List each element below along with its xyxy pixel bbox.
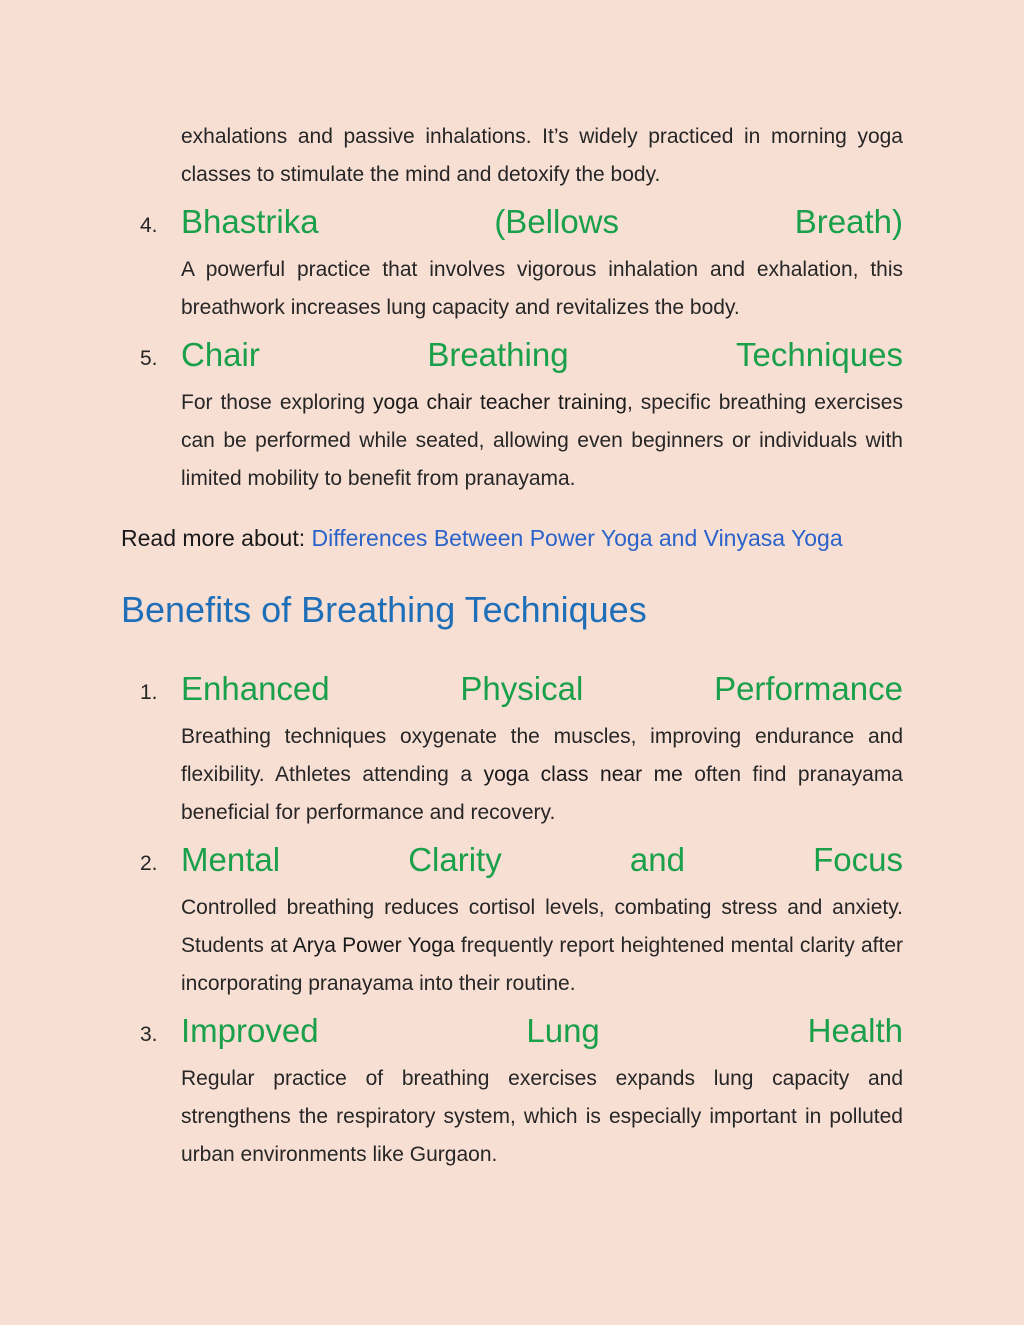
heading-word: Performance — [714, 670, 903, 707]
list-number: 2. — [140, 852, 158, 875]
heading-word: Physical — [460, 670, 584, 707]
read-more-line — [121, 519, 843, 557]
benefit-heading-mental-clarity — [140, 838, 903, 882]
yoga-class-near-me-link[interactable]: yoga class near me — [483, 763, 683, 786]
desc-text: often find pranayama beneficial for performance and recovery. — [181, 763, 903, 824]
heading-word: Health — [807, 1012, 903, 1049]
benefit-heading-lung-health — [140, 1009, 903, 1053]
technique-description-chair — [181, 384, 903, 498]
list-number: 5. — [140, 347, 158, 370]
list-number: 4. — [140, 214, 158, 237]
desc-text: Breathing techniques oxygenate the muscles, improving endurance and flexibility. Athletes attending a — [181, 725, 903, 786]
heading-word: Techniques — [736, 336, 903, 373]
yoga-chair-teacher-training-link[interactable]: yoga chair teacher training — [373, 391, 627, 414]
heading-word: and — [629, 841, 685, 878]
heading-word: Breathing — [427, 336, 569, 373]
intro-paragraph: exhalations and passive inhalations. It’s widely practiced in morning yoga classes to stimulate the mind and detoxify the body. — [181, 125, 903, 186]
list-number: 3. — [140, 1023, 158, 1046]
heading-word: Chair — [181, 336, 260, 373]
read-more-label: Read more about: — [121, 525, 312, 551]
read-more-link[interactable]: Differences Between Power Yoga and Vinyasa Yoga — [311, 525, 843, 551]
heading-word: Enhanced — [181, 670, 330, 707]
heading-word: Mental — [181, 841, 281, 878]
benefit-heading-physical-performance — [140, 667, 903, 711]
benefit-description-physical — [181, 718, 903, 832]
arya-power-yoga-link[interactable]: Arya Power Yoga — [292, 934, 455, 957]
heading-word: (Bellows — [494, 203, 620, 240]
heading-word: Bhastrika — [181, 203, 319, 240]
heading-word: Breath) — [794, 203, 903, 240]
desc-text: For those exploring — [181, 391, 374, 414]
technique-heading-bhastrika — [140, 200, 903, 244]
benefit-description-lung: Regular practice of breathing exercises expands lung capacity and strengthens the respiratory system, which is especially important in polluted urban environments like Gurgaon. — [181, 1067, 903, 1166]
list-number: 1. — [140, 681, 158, 704]
benefit-description-mental — [181, 889, 903, 1003]
technique-description-bhastrika: A powerful practice that involves vigorous inhalation and exhalation, this breathwork increases lung capacity and revitalizes the body. — [181, 258, 903, 319]
desc-text: , specific breathing exercises can be performed while seated, allowing even beginners or individuals with limited mobility to benefit from pranayama. — [181, 391, 903, 490]
desc-text: Controlled breathing reduces cortisol levels, combating stress and anxiety. Students at — [181, 896, 903, 957]
heading-word: Lung — [526, 1012, 600, 1049]
heading-word: Focus — [813, 841, 903, 878]
heading-word: Clarity — [408, 841, 502, 878]
section-title: Benefits of Breathing Techniques — [121, 589, 647, 630]
heading-word: Improved — [181, 1012, 319, 1049]
desc-text: frequently report heightened mental clarity after incorporating pranayama into their routine. — [181, 934, 903, 995]
technique-heading-chair-breathing — [140, 333, 903, 377]
